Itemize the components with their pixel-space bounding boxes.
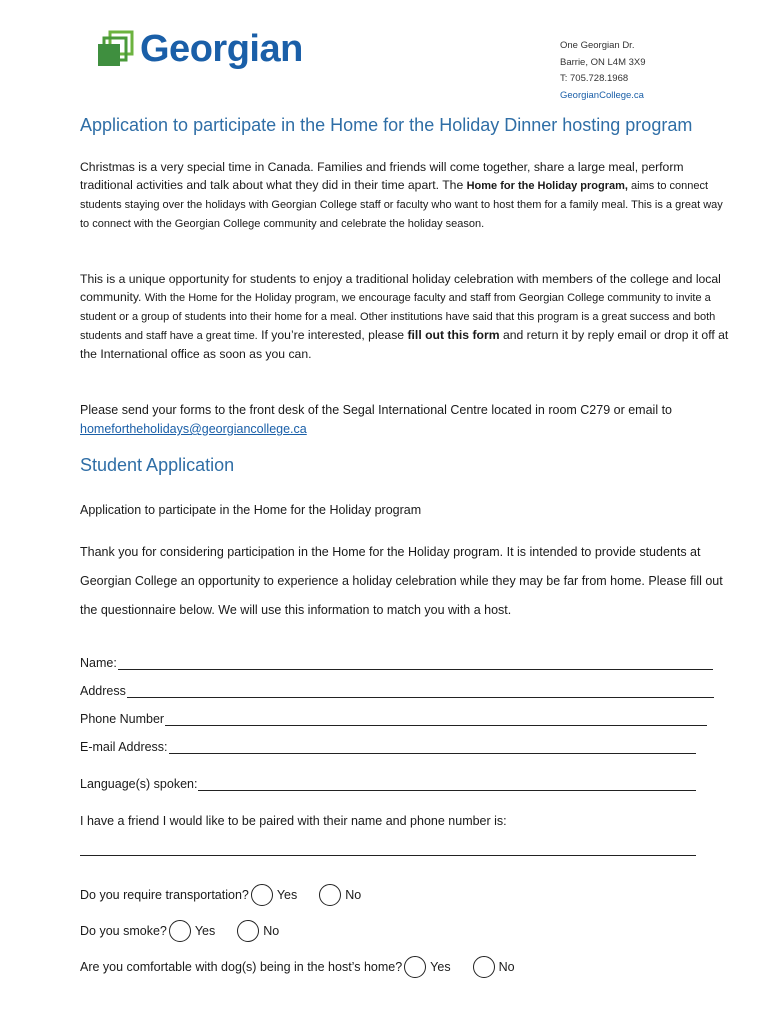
intro-text-small: With the Home for the Holiday program, we encourage faculty and staff from Georgian College community to invite a student or a group of students into their home for a meal. Other institutions have said that this program is a great success and both students and staff have a great time. [80, 292, 716, 342]
fill-form-emphasis: fill out this form [407, 328, 500, 342]
intro-text: This is a unique opportunity for students to enjoy a traditional holiday celebration with members of the college and local community. [80, 272, 721, 304]
transport-yes-radio[interactable] [251, 884, 273, 906]
address-label: Address [80, 684, 126, 698]
smoke-question [80, 916, 279, 938]
thank-you-paragraph: Thank you for considering participation in the Home for the Holiday program. It is intended to provide students at Georgian College an opportunity to experience a holiday celebration while they may be far from home. Please fill out the questionnaire below. We will use this information to match you with a host. [80, 545, 723, 617]
dogs-question [80, 952, 515, 974]
email-line[interactable] [169, 739, 696, 754]
yes-label: Yes [430, 960, 451, 974]
phone-label: Phone Number [80, 712, 165, 726]
address-field[interactable] [80, 683, 714, 698]
dogs-label: Are you comfortable with dog(s) being in the host’s home? [80, 960, 403, 974]
dogs-yes-radio[interactable] [404, 956, 426, 978]
smoke-yes-radio[interactable] [169, 920, 191, 942]
intro-text: Please send your forms to the front desk of the Segal International Centre located in room C279 or email to [80, 403, 672, 417]
college-address [560, 38, 646, 104]
intro-text: and return it by reply email or drop it off at the International office as soon as you can. [80, 328, 729, 361]
georgian-logo-mark-icon [96, 30, 134, 68]
address-line[interactable] [127, 683, 714, 698]
website-link[interactable]: GeorgianCollege.ca [560, 89, 644, 101]
georgian-logo [96, 30, 303, 68]
yes-label: Yes [276, 888, 298, 902]
smoke-no-radio[interactable] [237, 920, 259, 942]
yes-label: Yes [194, 924, 216, 938]
logo-text: Georgian [140, 28, 303, 70]
intro-text-small: aims to connect students staying over the holidays with Georgian College staff or faculty who want to host them for a family meal. This is a great way to connect with the Georgian College community and celebrate the holiday season. [80, 180, 723, 230]
intro-paragraph-3 [80, 401, 730, 439]
friend-label: I have a friend I would like to be paired with their name and phone number is: [80, 814, 507, 828]
email-link[interactable]: homefortheholidays@georgiancollege.ca [80, 422, 307, 436]
email-field[interactable] [80, 739, 696, 754]
dogs-no-radio[interactable] [473, 956, 495, 978]
transport-question [80, 880, 361, 902]
intro-text: If you’re interested, please [257, 328, 408, 342]
name-field[interactable] [80, 655, 713, 670]
page-title: Application to participate in the Home for the Holiday Dinner hosting program [80, 115, 693, 135]
program-name: Home for the Holiday program, [466, 180, 628, 192]
intro-text: Christmas is a very special time in Canada. Families and friends will come together, share a large meal, perform traditional activities and talk about what they did in their time apart. The [80, 160, 684, 192]
transport-label: Do you require transportation? [80, 888, 249, 902]
name-label: Name: [80, 656, 117, 670]
transport-no-radio[interactable] [319, 884, 341, 906]
no-label: No [263, 924, 280, 938]
friend-line[interactable] [80, 855, 696, 856]
address-line1: One Georgian Dr. [560, 40, 635, 51]
email-label: E-mail Address: [80, 740, 168, 754]
languages-label: Language(s) spoken: [80, 777, 198, 791]
phone-field[interactable] [80, 711, 707, 726]
smoke-label: Do you smoke? [80, 924, 167, 938]
name-line[interactable] [118, 655, 713, 670]
languages-line[interactable] [198, 776, 696, 791]
phone-line[interactable] [165, 711, 707, 726]
no-label: No [345, 888, 362, 902]
no-label: No [498, 960, 515, 974]
student-application-heading: Student Application [80, 455, 235, 475]
languages-field[interactable] [80, 776, 696, 791]
intro-paragraph-1 [80, 158, 730, 233]
address-line2: Barrie, ON L4M 3X9 [560, 56, 646, 68]
phone-number: T: 705.728.1968 [560, 73, 629, 84]
application-subtitle: Application to participate in the Home for the Holiday program [80, 503, 422, 517]
intro-paragraph-2 [80, 270, 730, 363]
